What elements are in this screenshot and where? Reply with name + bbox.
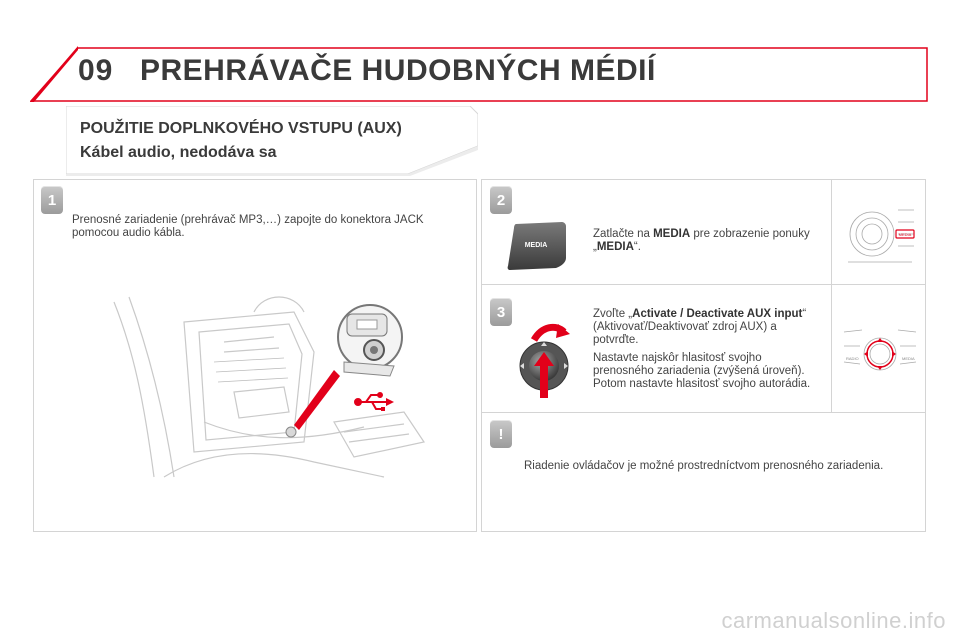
media-button-label: MEDIA bbox=[524, 242, 548, 249]
media-label-small-2: MEDIA bbox=[902, 356, 915, 361]
watermark: carmanualsonline.info bbox=[721, 608, 946, 633]
navigation-control-diagram bbox=[840, 326, 920, 386]
chapter-title: PREHRÁVAČE HUDOBNÝCH MÉDIÍ bbox=[140, 54, 656, 87]
step1-text: Prenosné zariadenie (prehrávač MP3,…) zapojte do konektora JACK pomocou audio kábla. bbox=[72, 214, 424, 239]
step3-text-bold: Activate / Deactivate AUX input bbox=[632, 308, 803, 320]
step2-badge: 2 bbox=[490, 186, 512, 214]
media-button-image bbox=[506, 220, 568, 272]
step2-text-part: Zatlačte na bbox=[593, 228, 654, 240]
control-panel-diagram bbox=[844, 202, 916, 274]
rotary-knob-image bbox=[512, 320, 572, 400]
step3-text-volume: Nastavte najskôr hlasitosť svojho prenosného zariadenia (zvýšená úroveň). Potom nastavte hlasitosť svojho autorádia. bbox=[593, 352, 811, 390]
step2-text-part: pre zobrazenie ponuky „ bbox=[593, 228, 810, 253]
warning-icon: ! bbox=[490, 420, 512, 448]
steps-panel bbox=[481, 179, 926, 532]
step3-text-part: “ (Aktivovať/Deaktivovať zdroj AUX) a potvrďte. bbox=[593, 308, 807, 346]
radio-label-small: RADIO bbox=[846, 356, 859, 361]
step3-badge: 3 bbox=[490, 298, 512, 326]
step3-text-part: Zvoľte „ bbox=[593, 308, 633, 320]
media-label-small: MEDIA bbox=[898, 232, 912, 237]
step2-text bbox=[593, 228, 825, 254]
note-text: Riadenie ovládačov je možné prostredníctvom prenosného zariadenia. bbox=[524, 460, 884, 472]
step2-text-bold: MEDIA bbox=[653, 228, 691, 240]
console-illustration bbox=[104, 292, 444, 482]
step1-panel bbox=[33, 179, 477, 532]
section-heading-box bbox=[66, 106, 478, 176]
step3-text bbox=[593, 308, 825, 347]
section-title: POUŽITIE DOPLNKOVÉHO VSTUPU (AUX) bbox=[80, 120, 402, 137]
chapter-number: 09 bbox=[78, 54, 114, 87]
step2-text-bold: MEDIA bbox=[596, 241, 634, 253]
section-subtitle: Kábel audio, nedodáva sa bbox=[80, 144, 277, 161]
step2-text-part: “. bbox=[633, 241, 641, 253]
step1-badge: 1 bbox=[41, 186, 63, 214]
